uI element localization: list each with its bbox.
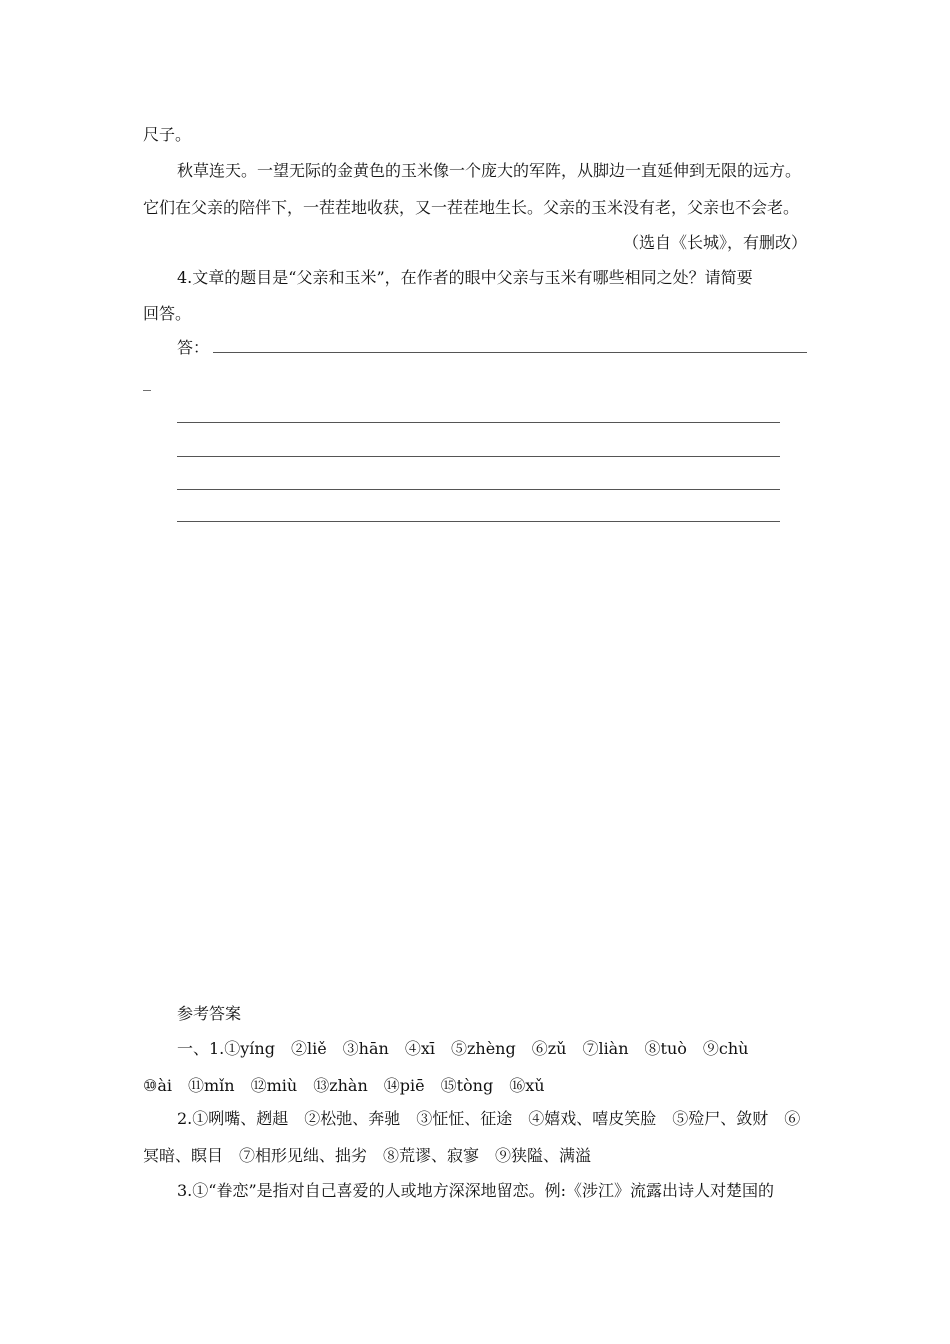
answer-label: 答：	[177, 338, 210, 357]
stray-mark: _	[143, 372, 151, 391]
answer-line-2	[177, 422, 780, 423]
answers-line-5: 3.①“眷恋”是指对自己喜爱的人或地方深深地留恋。例:《涉江》流露出诗人对楚国的	[177, 1181, 775, 1200]
answer-line-3	[177, 456, 780, 457]
passage-line-1: 尺子。	[143, 125, 192, 144]
answers-line-4: 冥暗、瞑目 ⑦相形见绌、拙劣 ⑧荒谬、寂寥 ⑨狭隘、满溢	[143, 1146, 592, 1165]
passage-source: （选自《长城》，有删改）	[622, 233, 807, 252]
question-4-line-1: 4.文章的题目是“父亲和玉米”，在作者的眼中父亲与玉米有哪些相同之处？请简要	[177, 268, 753, 287]
answer-line-4	[177, 489, 780, 490]
answer-line-1	[213, 352, 807, 353]
passage-line-3: 它们在父亲的陪伴下，一茬茬地收获，又一茬茬地生长。父亲的玉米没有老，父亲也不会老。	[143, 198, 800, 217]
passage-line-2: 秋草连天。一望无际的金黄色的玉米像一个庞大的军阵，从脚边一直延伸到无限的远方。	[177, 161, 802, 180]
answer-line-5	[177, 521, 780, 522]
answers-line-2: ⑩ài ⑪mǐn ⑫miù ⑬zhàn ⑭piē ⑮tòng ⑯xǔ	[143, 1076, 545, 1095]
answers-title: 参考答案	[177, 1004, 242, 1023]
answers-line-1: 一、1.①yíng ②liě ③hān ④xī ⑤zhèng ⑥zǔ ⑦liàn ⑧tuò ⑨chù	[177, 1039, 749, 1058]
answers-line-3: 2.①咧嘴、趔趄 ②松弛、奔驰 ③怔怔、征途 ④嬉戏、嘻皮笑脸 ⑤殓尸、敛财 ⑥	[177, 1109, 801, 1128]
question-4-line-2: 回答。	[143, 304, 192, 323]
